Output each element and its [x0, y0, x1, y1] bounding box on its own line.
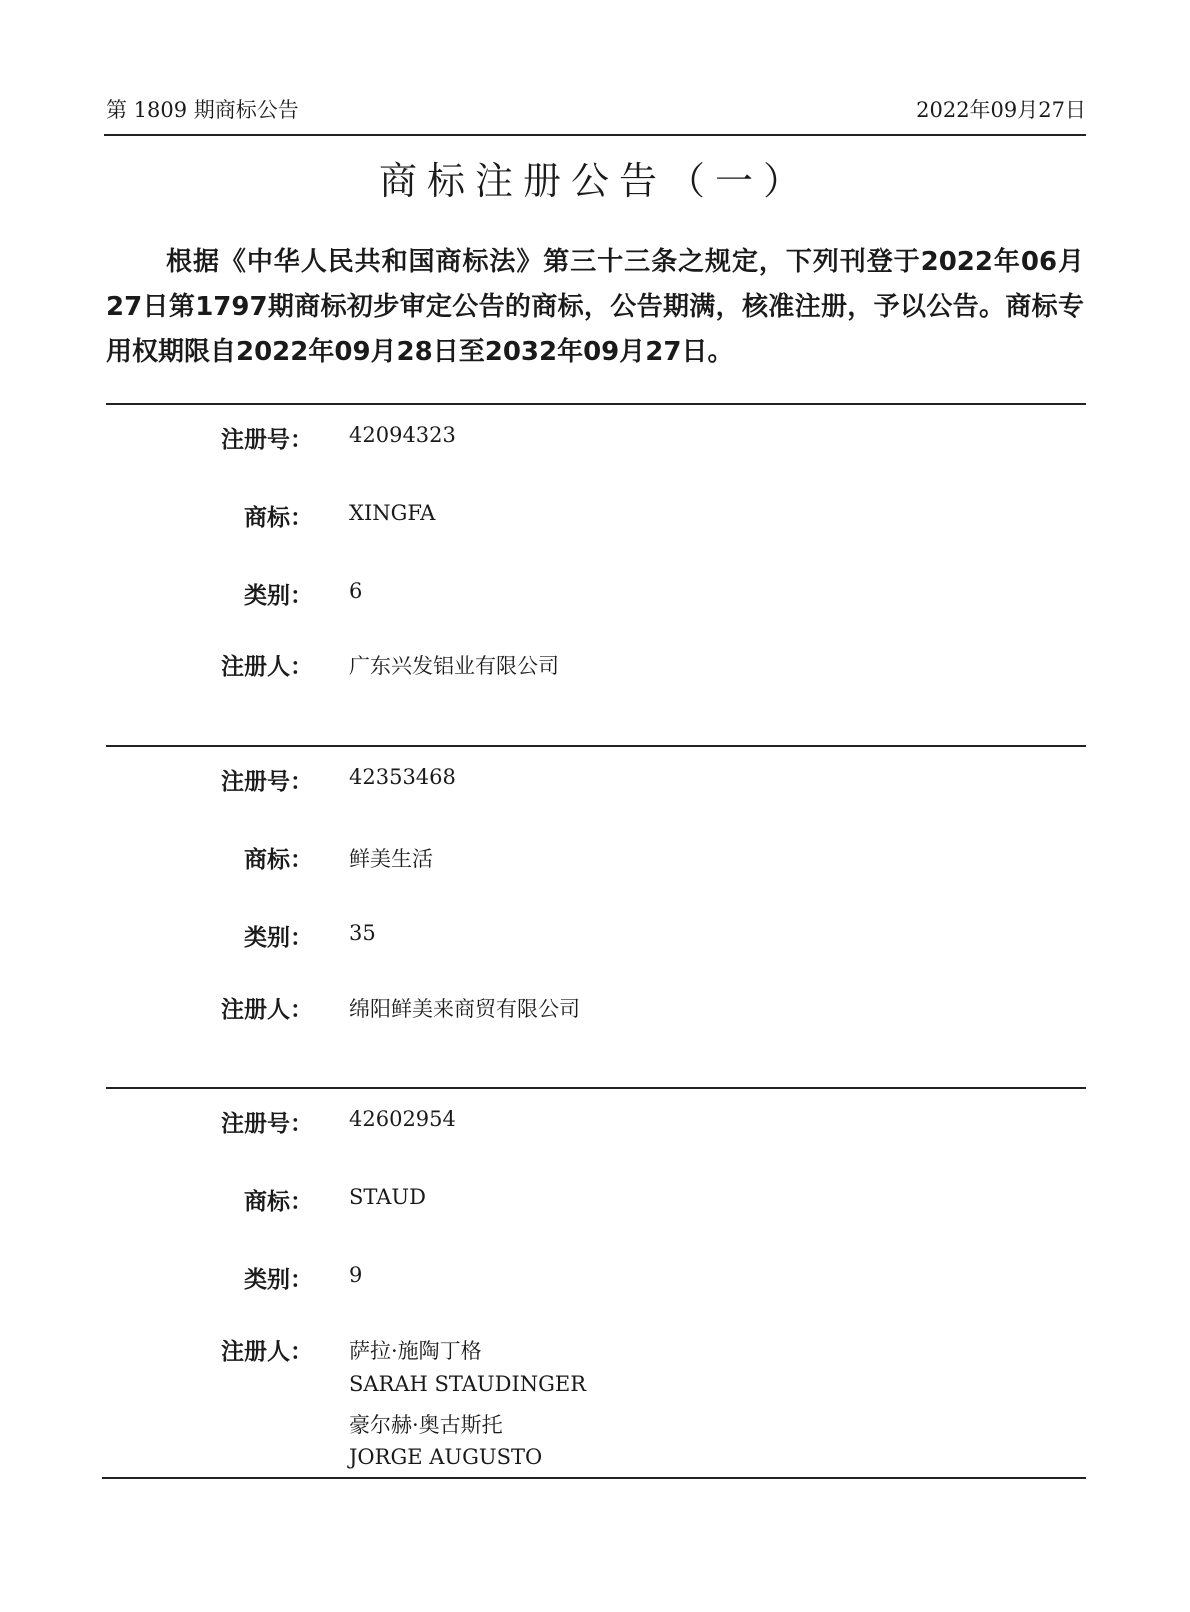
registrant-name: 萨拉·施陶丁格 — [349, 1339, 482, 1363]
class-value: 6 — [349, 579, 363, 603]
issue-number: 第 1809 期商标公告 — [106, 98, 299, 122]
entry-divider — [106, 745, 1086, 747]
registrant-name: 绵阳鲜美来商贸有限公司 — [349, 997, 580, 1021]
registrant-label: 注册人： — [221, 1339, 313, 1365]
registrant-name: SARAH STAUDINGER — [349, 1372, 587, 1396]
mark-label: 商标： — [244, 847, 313, 873]
class-value: 9 — [349, 1263, 363, 1287]
class-label: 类别： — [244, 925, 313, 951]
header-divider — [104, 134, 1086, 136]
class-label: 类别： — [244, 1267, 313, 1293]
reg-no-value: 42353468 — [349, 765, 456, 789]
mark-value: XINGFA — [349, 501, 436, 525]
registrant-name: 广东兴发铝业有限公司 — [349, 654, 559, 678]
mark-value: 鲜美生活 — [349, 847, 433, 871]
page-title: 商标注册公告（一） — [378, 159, 811, 203]
intro-paragraph: 根据《中华人民共和国商标法》第三十三条之规定，下列刊登于2022年06月27日第1797期商标初步审定公告的商标，公告期满，核准注册，予以公告。商标专用权期限自2022年09月28日至2032年09月27日。 — [106, 247, 1084, 367]
reg-no-value: 42094323 — [349, 423, 456, 447]
bottom-divider — [102, 1477, 1086, 1479]
registrant-label: 注册人： — [221, 997, 313, 1023]
issue-date: 2022年09月27日 — [916, 98, 1086, 122]
class-label: 类别： — [244, 583, 313, 609]
registrant-label: 注册人： — [221, 654, 313, 680]
reg-no-value: 42602954 — [349, 1107, 456, 1131]
mark-label: 商标： — [244, 1189, 313, 1215]
registrant-name: JORGE AUGUSTO — [349, 1445, 543, 1469]
reg-no-label: 注册号： — [221, 427, 313, 453]
entry-divider — [106, 403, 1086, 405]
registrant-name: 豪尔赫·奥古斯托 — [349, 1413, 503, 1437]
reg-no-label: 注册号： — [221, 769, 313, 795]
entry-divider — [106, 1087, 1086, 1089]
mark-value: STAUD — [349, 1185, 426, 1209]
class-value: 35 — [349, 921, 376, 945]
mark-label: 商标： — [244, 505, 313, 531]
reg-no-label: 注册号： — [221, 1111, 313, 1137]
